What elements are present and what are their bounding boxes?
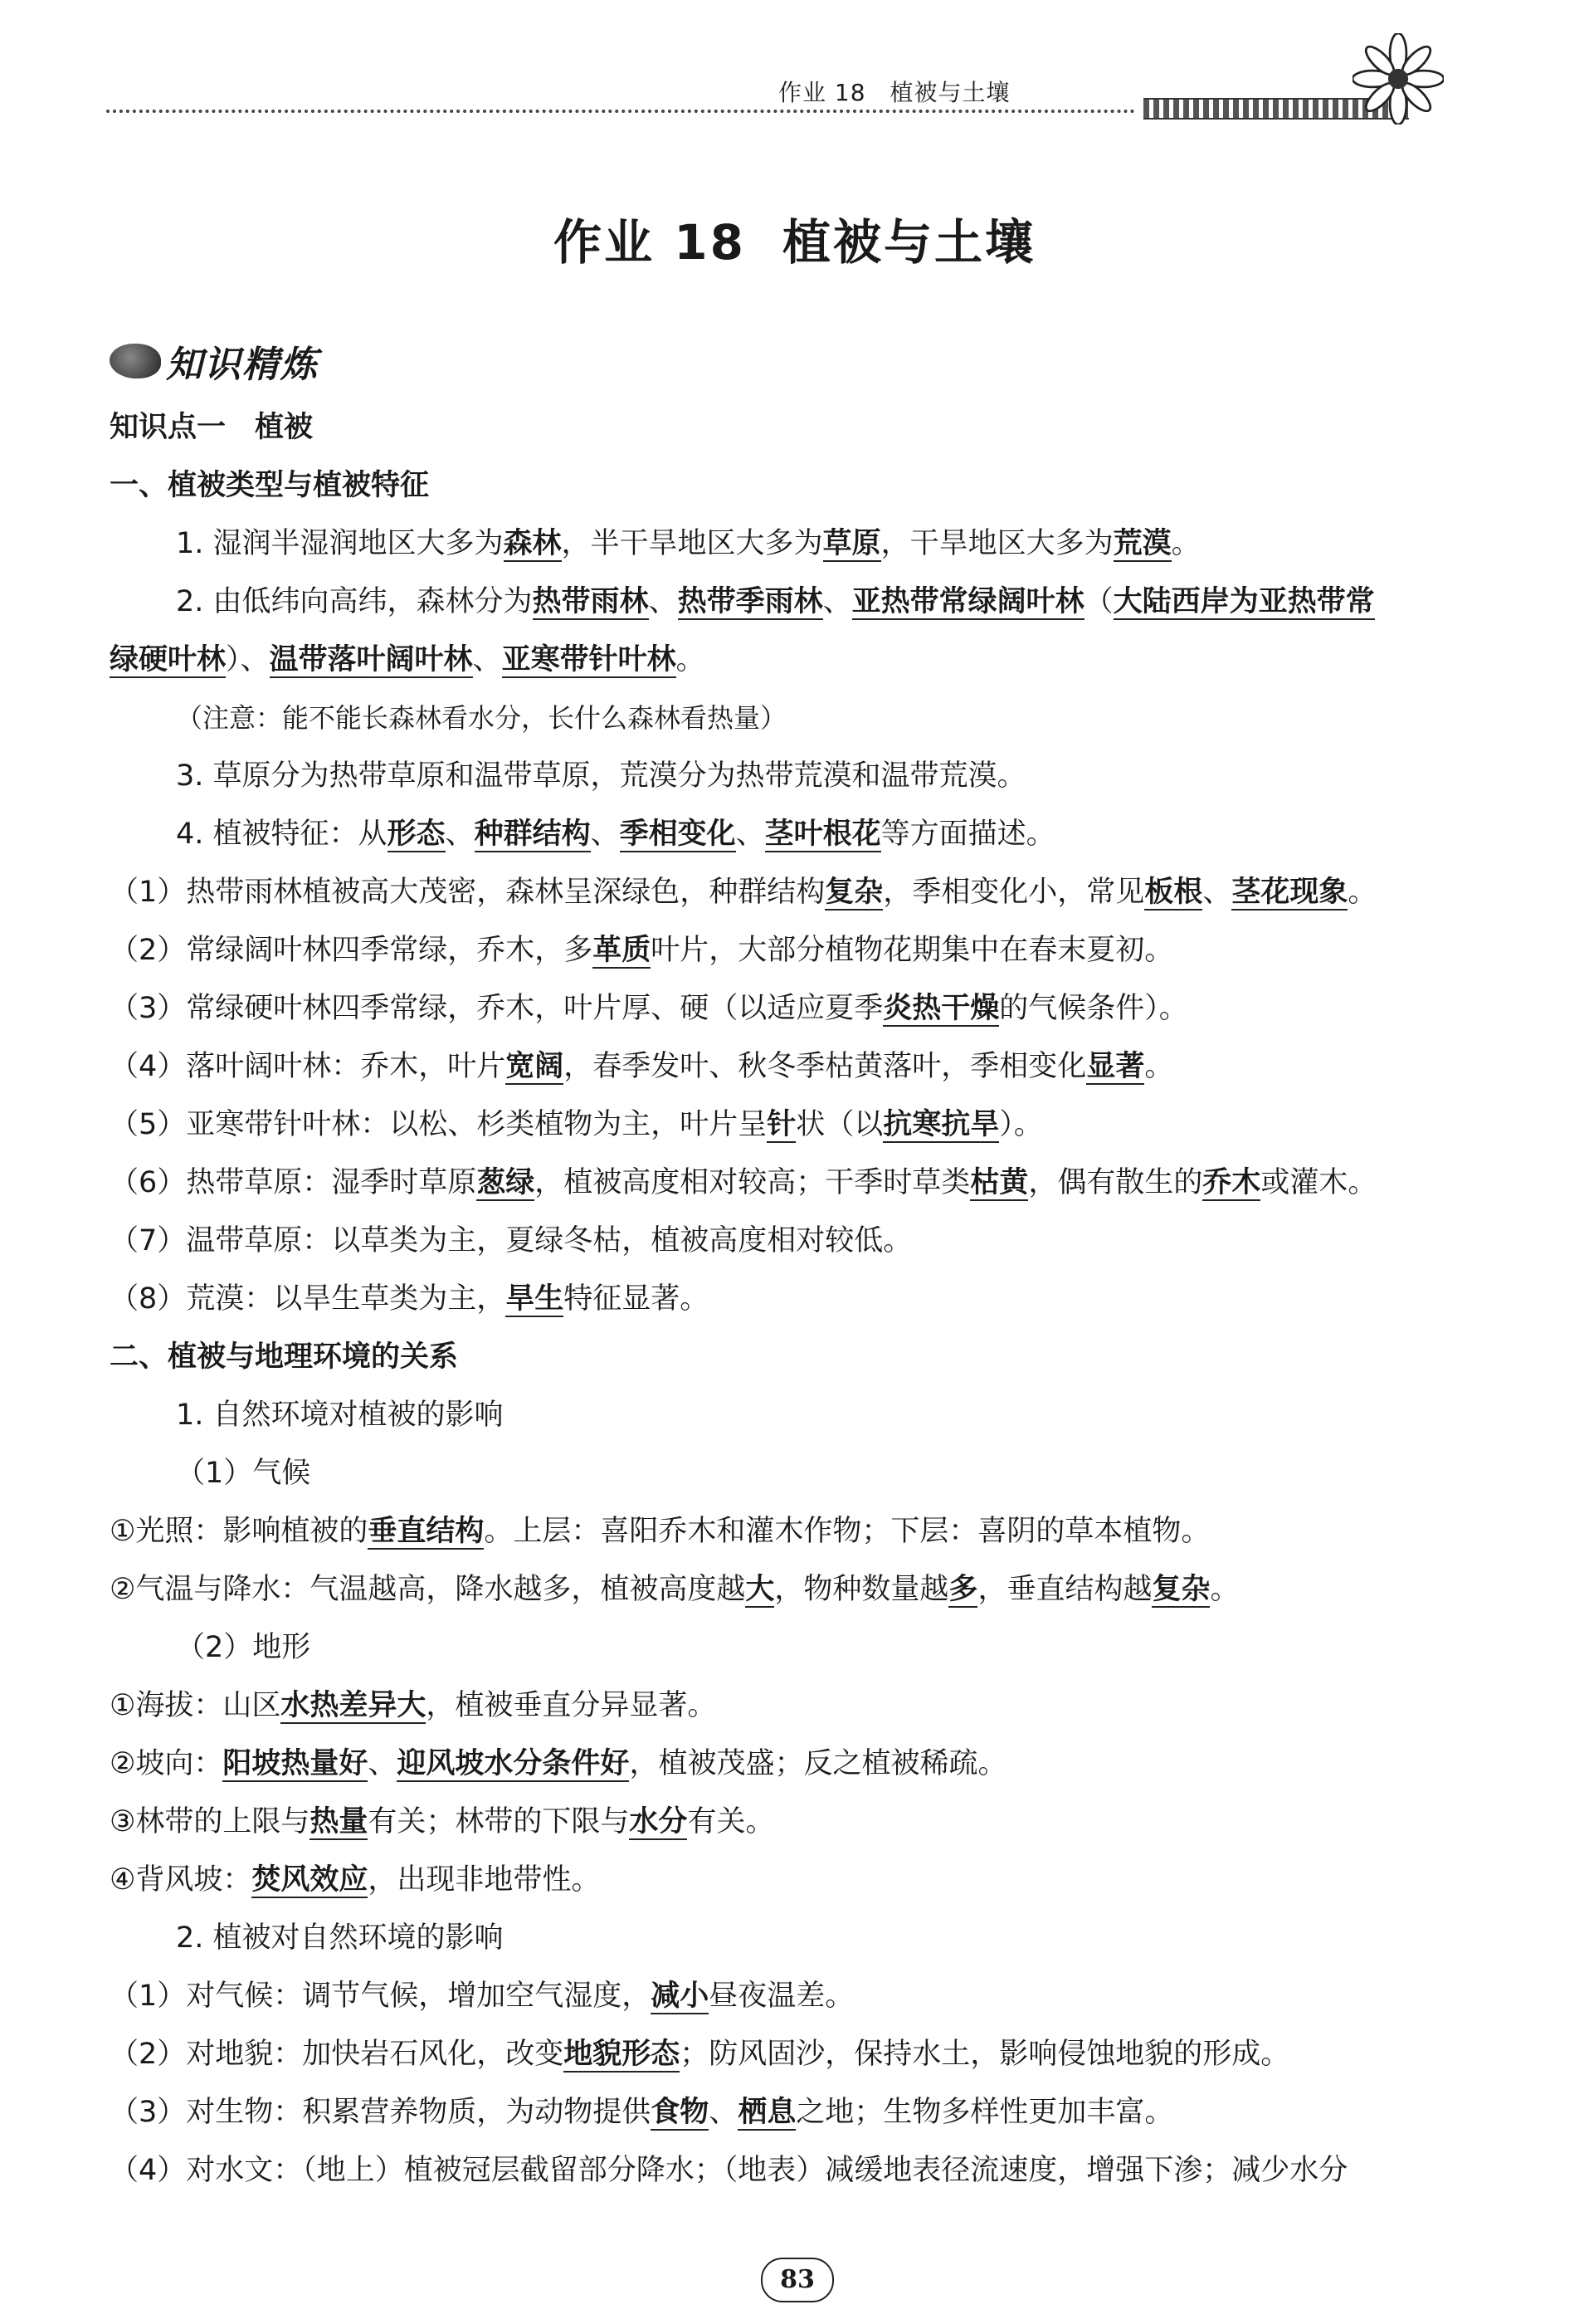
answer-text: 食物 [651, 2096, 709, 2129]
text-line [110, 1038, 1487, 1096]
text-line [110, 631, 1487, 689]
text-segment: （注意：能不能长森林看水分，长什么森林看热量） [176, 702, 787, 734]
answer-text: 旱生 [505, 1282, 564, 1316]
text-line [110, 1909, 1487, 1967]
answer-text: 迎风坡水分条件好 [397, 1747, 630, 1780]
answer-text: 板根 [1144, 876, 1203, 909]
answer-text: 草原 [822, 527, 881, 560]
answer-text: 亚寒带针叶林 [501, 643, 676, 676]
text-segment: 状（以 [796, 1108, 884, 1141]
text-line [110, 863, 1487, 921]
text-segment: 2. 由低纬向高纬，森林分为 [176, 585, 533, 618]
answer-text: 垂直结构 [368, 1515, 485, 1548]
text-segment: （3）对生物：积累营养物质，为动物提供 [110, 2096, 651, 2129]
text-segment: 、 [590, 818, 620, 851]
text-line [110, 979, 1487, 1038]
text-segment: ③林带的上限与 [110, 1805, 310, 1838]
page-number: 83 [761, 2258, 834, 2302]
text-line [110, 689, 1487, 747]
text-segment: ①海拔：山区 [110, 1689, 281, 1722]
answer-text: 季相变化 [619, 818, 736, 851]
text-segment: 1. 湿润半湿润地区大多为 [176, 527, 504, 560]
text-line [110, 805, 1487, 863]
text-segment: 。 [1210, 1573, 1240, 1606]
text-segment: （7）温带草原：以草类为主，夏绿冬枯，植被高度相对较低。 [110, 1224, 913, 1257]
text-segment: （4）对水文：（地上）植被冠层截留部分降水；（地表）减缓地表径流速度，增强下渗；减少水分 [110, 2154, 1348, 2187]
text-segment: 。 [1144, 1050, 1174, 1083]
text-segment: ）。 [999, 1108, 1043, 1141]
text-segment: 。 [675, 643, 705, 676]
answer-text: 亚热带常绿阔叶林 [851, 585, 1085, 618]
running-header [106, 60, 1417, 134]
answer-text: 葱绿 [476, 1166, 535, 1199]
answer-text: 抗寒抗旱 [883, 1108, 1000, 1141]
text-segment: 、 [368, 1747, 397, 1780]
answer-text: 大 [745, 1573, 775, 1606]
answer-text: 多 [948, 1573, 978, 1606]
answer-text: 茎叶根花 [764, 818, 881, 851]
text-segment: 或灌木。 [1260, 1166, 1377, 1199]
answer-text: 荒漠 [1113, 527, 1172, 560]
text-segment: 之地；生物多样性更加丰富。 [796, 2096, 1174, 2129]
answer-text: 地貌形态 [563, 2038, 680, 2071]
text-segment: （3）常绿硬叶林四季常绿，乔木，叶片厚、硬（以适应夏季 [110, 992, 884, 1025]
flower-ornament-icon [1353, 33, 1444, 124]
text-segment: ，垂直结构越 [977, 1573, 1153, 1606]
assignment-name: 植被与土壤 [782, 214, 1036, 271]
text-segment: ，干旱地区大多为 [880, 527, 1114, 560]
text-segment: （2）对地貌：加快岩石风化，改变 [110, 2038, 564, 2071]
text-segment: ，植被垂直分异显著。 [426, 1689, 717, 1722]
answer-text: 炎热干燥 [883, 992, 1000, 1025]
answer-text: 宽阔 [505, 1050, 564, 1083]
text-segment: （1）热带雨林植被高大茂密，森林呈深绿色，种群结构 [110, 876, 826, 909]
assignment-number: 作业 18 [553, 214, 746, 271]
answer-text: 复杂 [825, 876, 884, 909]
answer-text: 热量 [310, 1805, 368, 1838]
answer-text: 森林 [503, 527, 562, 560]
header-dotted-rule [106, 110, 1135, 113]
text-segment: 。 [1348, 876, 1377, 909]
text-segment: （1）对气候：调节气候，增加空气湿度， [110, 1980, 651, 2013]
text-segment: 、 [735, 818, 765, 851]
text-segment: 、 [709, 2096, 738, 2129]
text-segment: ④背风坡： [110, 1863, 252, 1897]
text-segment: 、 [822, 585, 852, 618]
answer-text: 绿硬叶林 [110, 643, 227, 676]
text-segment: 有关。 [687, 1805, 775, 1838]
text-line [110, 1502, 1487, 1560]
text-segment: 叶片，大部分植物花期集中在春末夏初。 [651, 934, 1174, 967]
text-line [110, 573, 1487, 631]
text-line [110, 1967, 1487, 2025]
text-segment: ，出现非地带性。 [368, 1863, 601, 1897]
text-line [110, 1270, 1487, 1328]
text-segment: （6）热带草原：湿季时草原 [110, 1166, 477, 1199]
text-segment: （1）气候 [176, 1457, 311, 1490]
text-line [110, 1444, 1487, 1502]
answer-text: 枯黄 [970, 1166, 1029, 1199]
text-segment: 昼夜温差。 [709, 1980, 855, 2013]
text-segment: （8）荒漠：以旱生草类为主， [110, 1282, 506, 1316]
text-segment: ，植被茂盛；反之植被稀疏。 [629, 1747, 1007, 1780]
answer-text: 种群结构 [474, 818, 591, 851]
answer-text: 焚风效应 [251, 1863, 368, 1897]
answer-text: 革质 [592, 934, 651, 967]
answer-text: 阳坡热量好 [222, 1747, 368, 1780]
text-segment: 、 [1202, 876, 1232, 909]
text-segment: 的气候条件）。 [999, 992, 1188, 1025]
page-title [0, 203, 1589, 273]
text-segment: （2）常绿阔叶林四季常绿，乔木，多 [110, 934, 593, 967]
answer-text: 茎花现象 [1231, 876, 1348, 909]
answer-text: 乔木 [1202, 1166, 1261, 1199]
text-segment: 、 [472, 643, 502, 676]
text-segment: ②坡向： [110, 1747, 223, 1780]
text-segment: 1. 自然环境对植被的影响 [176, 1399, 504, 1432]
text-segment: （2）地形 [176, 1631, 311, 1664]
text-segment: ，季相变化小，常见 [883, 876, 1145, 909]
text-segment: 4. 植被特征：从 [176, 818, 388, 851]
text-segment: ②气温与降水：气温越高，降水越多，植被高度越 [110, 1573, 746, 1606]
text-segment: 知识点一 植被 [110, 411, 314, 444]
answer-text: 热带雨林 [532, 585, 649, 618]
text-line [110, 747, 1487, 805]
text-body [110, 398, 1487, 2200]
answer-text: 热带季雨林 [677, 585, 823, 618]
text-line [110, 2083, 1487, 2141]
text-line [110, 456, 1487, 515]
text-segment: 、 [445, 818, 475, 851]
text-line [110, 515, 1487, 573]
section-badge-icon [110, 344, 161, 378]
text-line [110, 1386, 1487, 1444]
text-line [110, 1851, 1487, 1909]
text-segment: ，物种数量越 [774, 1573, 949, 1606]
text-segment: ，植被高度相对较高；干季时草类 [534, 1166, 971, 1199]
text-line [110, 1328, 1487, 1386]
text-line [110, 1618, 1487, 1677]
section-heading [110, 332, 319, 390]
answer-text: 栖息 [738, 2096, 797, 2129]
text-segment: 2. 植被对自然环境的影响 [176, 1921, 504, 1955]
answer-text: 水热差异大 [280, 1689, 426, 1722]
text-segment: 等方面描述。 [880, 818, 1055, 851]
answer-text: 温带落叶阔叶林 [269, 643, 473, 676]
text-segment: （4）落叶阔叶林：乔木，叶片 [110, 1050, 506, 1083]
text-line [110, 1212, 1487, 1270]
answer-text: 水分 [629, 1805, 688, 1838]
text-line [110, 2141, 1487, 2200]
answer-text: 复杂 [1152, 1573, 1211, 1606]
text-line [110, 1560, 1487, 1618]
text-segment: 。上层：喜阳乔木和灌木作物；下层：喜阴的草本植物。 [484, 1515, 1211, 1548]
text-segment: 一、植被类型与植被特征 [110, 469, 430, 502]
text-line [110, 1154, 1487, 1212]
text-segment: （ [1084, 585, 1114, 618]
text-segment: ，半干旱地区大多为 [561, 527, 823, 560]
text-line [110, 921, 1487, 979]
answer-text: 大陆西岸为亚热带常 [1113, 585, 1375, 618]
text-segment: （5）亚寒带针叶林：以松、杉类植物为主，叶片呈 [110, 1108, 768, 1141]
text-segment: ①光照：影响植被的 [110, 1515, 368, 1548]
text-segment: 。 [1171, 527, 1201, 560]
answer-text: 减小 [651, 1980, 709, 2013]
text-segment: 有关；林带的下限与 [368, 1805, 630, 1838]
answer-text: 形态 [387, 818, 446, 851]
text-line [110, 1793, 1487, 1851]
answer-text: 针 [767, 1108, 797, 1141]
text-line [110, 1735, 1487, 1793]
text-segment: ，偶有散生的 [1028, 1166, 1203, 1199]
text-segment: 、 [648, 585, 678, 618]
text-line [110, 1096, 1487, 1154]
running-title: 作业 18 植被与土壤 [770, 75, 1019, 108]
text-segment: ；防风固沙，保持水土，影响侵蚀地貌的形成。 [680, 2038, 1290, 2071]
section-label: 知识精炼 [166, 344, 319, 386]
text-segment: 3. 草原分为热带草原和温带草原，荒漠分为热带荒漠和温带荒漠。 [176, 759, 1026, 793]
text-line [110, 2025, 1487, 2083]
text-segment: ，春季发叶、秋冬季枯黄落叶，季相变化 [563, 1050, 1087, 1083]
text-line [110, 398, 1487, 456]
text-segment: ）、 [226, 643, 270, 676]
answer-text: 显著 [1086, 1050, 1145, 1083]
text-segment: 二、植被与地理环境的关系 [110, 1340, 459, 1374]
text-segment: 特征显著。 [563, 1282, 709, 1316]
text-line [110, 1677, 1487, 1735]
